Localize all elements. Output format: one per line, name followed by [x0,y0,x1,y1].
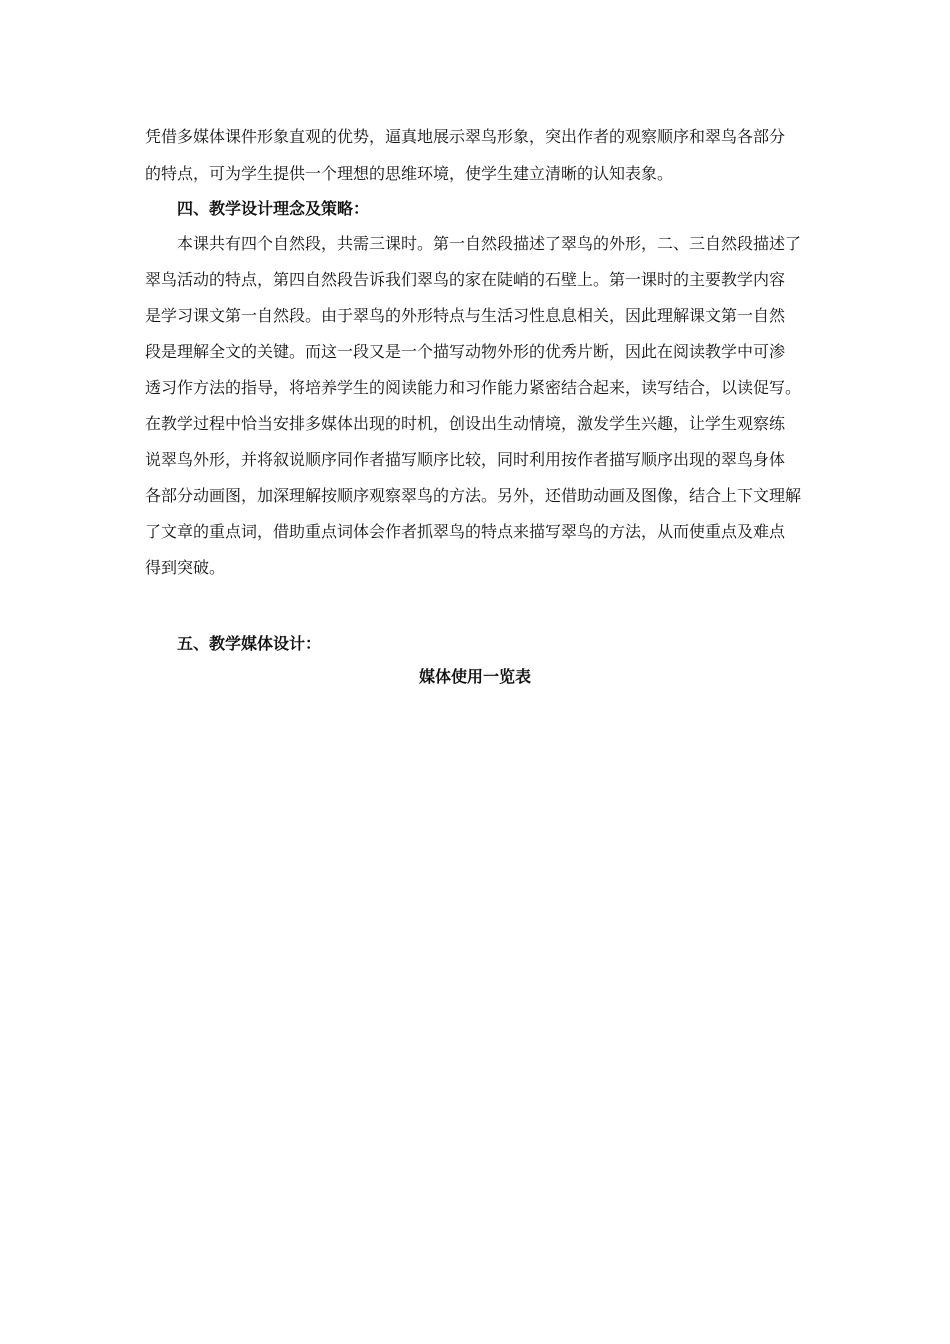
section4-line-10: 得到突破。 [145,558,226,577]
section4-heading: 四、教学设计理念及策略： [177,199,370,218]
section4-line-9: 了文章的重点词，借助重点词体会作者抓翠鸟的特点来描写翠鸟的方法，从而使重点及难点 [145,522,786,541]
section4-line-7: 说翠鸟外形，并将叙说顺序同作者描写顺序比较，同时利用按作者描写顺序出现的翠鸟身体 [145,450,786,469]
section4-line-8: 各部分动画图，加深理解按顺序观察翠鸟的方法。另外，还借助动画及图像，结合上下文理解 [145,486,802,505]
intro-line-2: 的特点，可为学生提供一个理想的思维环境，使学生建立清晰的认知表象。 [145,164,674,183]
intro-line-1: 凭借多媒体课件形象直观的优势，逼真地展示翠鸟形象，突出作者的观察顺序和翠鸟各部分 [145,127,786,146]
section4-line-4: 段是理解全文的关键。而这一段又是一个描写动物外形的优秀片断，因此在阅读教学中可渗 [145,342,786,361]
section4-line-1: 本课共有四个自然段，共需三课时。第一自然段描述了翠鸟的外形，二、三自然段描述了 [177,234,802,253]
section5-heading: 五、教学媒体设计： [177,634,322,653]
section4-line-5: 透习作方法的指导，将培养学生的阅读能力和习作能力紧密结合起来，读写结合，以读促写。 [145,378,802,397]
section4-line-3: 是学习课文第一自然段。由于翠鸟的外形特点与生活习性息息相关，因此理解课文第一自然 [145,306,786,325]
section4-line-2: 翠鸟活动的特点，第四自然段告诉我们翠鸟的家在陡峭的石壁上。第一课时的主要教学内容 [145,270,786,289]
section4-line-6: 在教学过程中恰当安排多媒体出现的时机，创设出生动情境，激发学生兴趣，让学生观察练 [145,414,786,433]
table-title: 媒体使用一览表 [418,667,531,686]
